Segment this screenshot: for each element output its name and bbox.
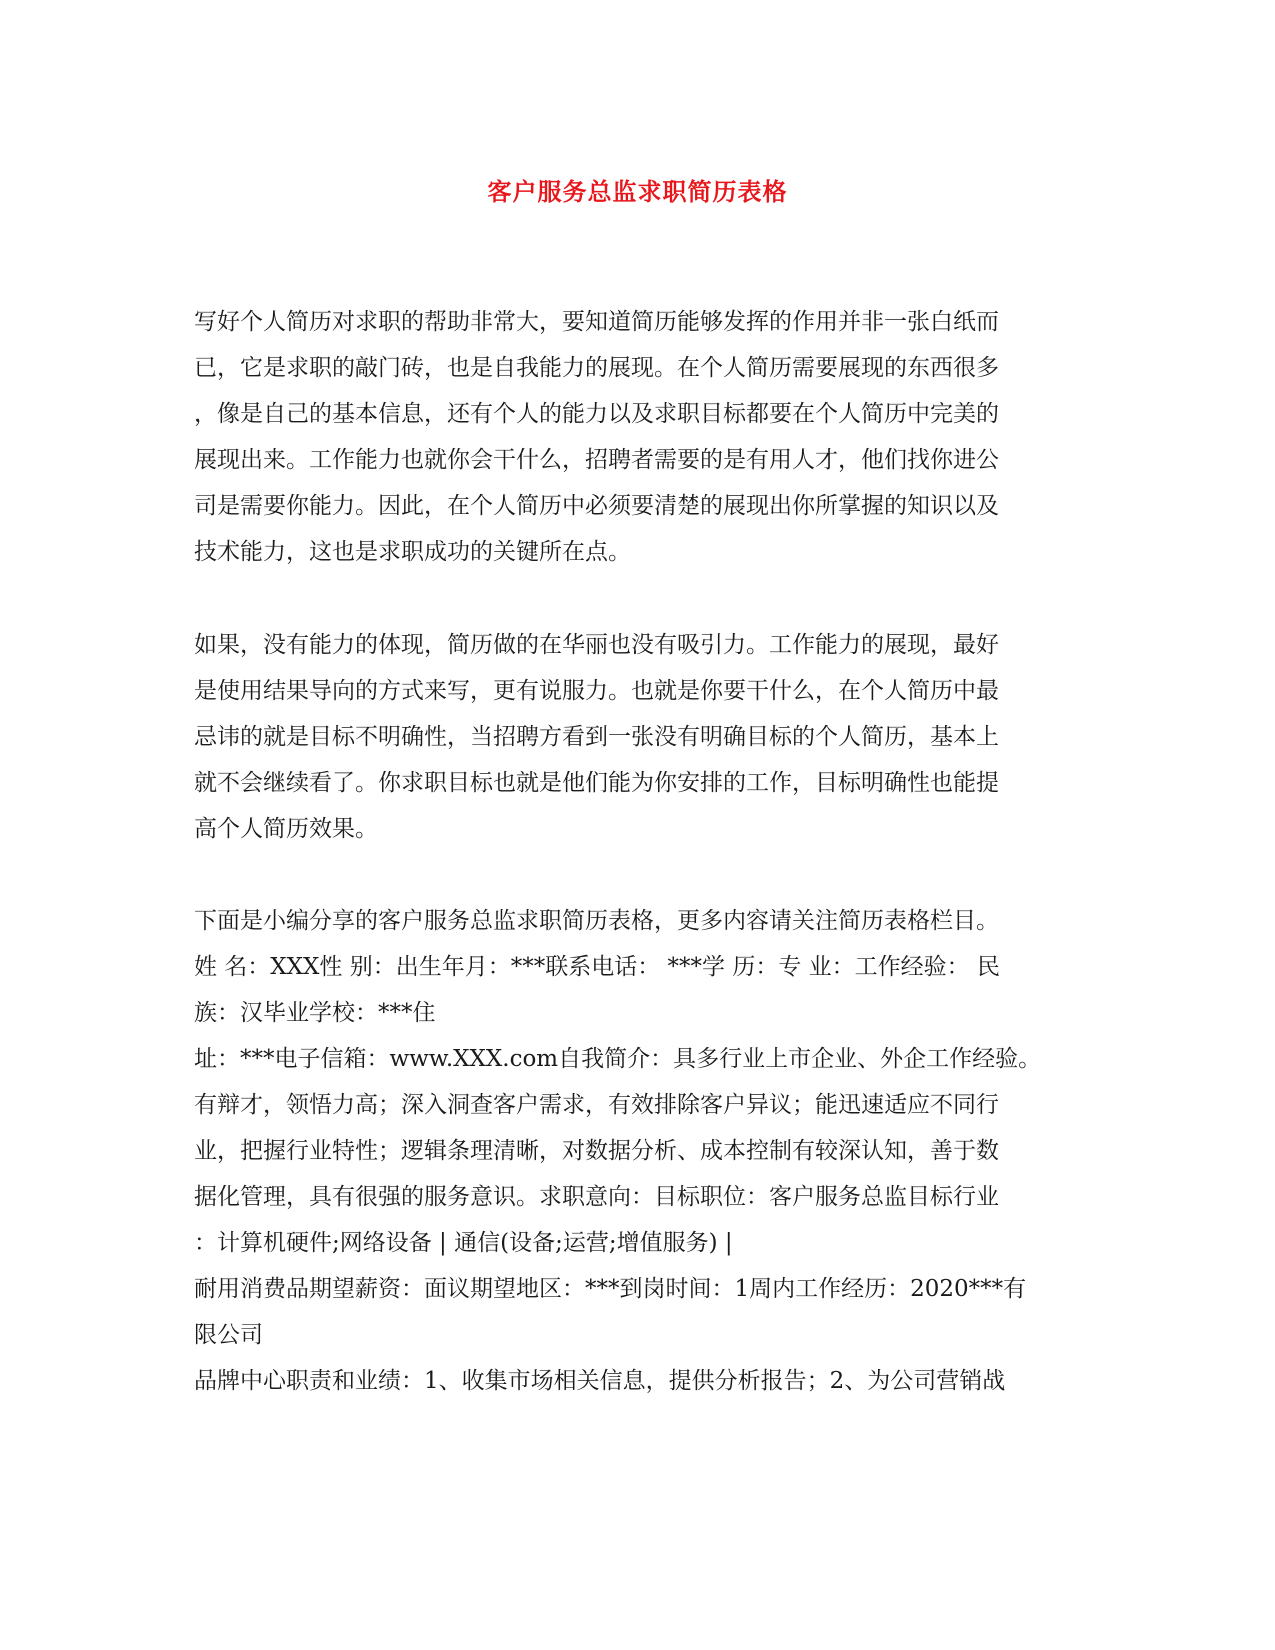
resume-line: 业，把握行业特性；逻辑条理清晰，对数据分析、成本控制有较深认知，善于数 (194, 1138, 999, 1164)
resume-line: 据化管理，具有很强的服务意识。求职意向：目标职位：客户服务总监目标行业 (194, 1184, 999, 1210)
paragraph-line: 是使用结果导向的方式来写，更有说服力。也就是你要干什么，在个人简历中最 (194, 678, 999, 704)
paragraph-line: 已，它是求职的敲门砖，也是自我能力的展现。在个人简历需要展现的东西很多 (194, 355, 999, 381)
paragraph-line: 如果，没有能力的体现，简历做的在华丽也没有吸引力。工作能力的展现，最好 (194, 632, 999, 658)
resume-line: 限公司 (194, 1322, 263, 1348)
paragraph-line: 司是需要你能力。因此，在个人简历中必须要清楚的展现出你所掌握的知识以及 (194, 493, 999, 519)
paragraph-line: 写好个人简历对求职的帮助非常大，要知道简历能够发挥的作用并非一张白纸而 (194, 309, 999, 335)
paragraph-line: 就不会继续看了。你求职目标也就是他们能为你安排的工作，目标明确性也能提 (194, 770, 999, 796)
resume-line: 族：汉毕业学校：***住 (194, 1000, 436, 1026)
resume-line: 品牌中心职责和业绩：1、收集市场相关信息，提供分析报告；2、为公司营销战 (194, 1368, 1006, 1394)
resume-line: 址：***电子信箱：www.XXX.com自我简介：具多行业上市企业、外企工作经验。 (194, 1046, 1042, 1072)
resume-line: 耐用消费品期望薪资：面议期望地区：***到岗时间：1周内工作经历：2020***有 (194, 1276, 1027, 1302)
resume-line: ：计算机硬件;网络设备 | 通信(设备;运营;增值服务) | (194, 1230, 733, 1256)
paragraph-line: 展现出来。工作能力也就你会干什么，招聘者需要的是有用人才，他们找你进公 (194, 447, 999, 473)
paragraph-line: 忌讳的就是目标不明确性，当招聘方看到一张没有明确目标的个人简历，基本上 (194, 724, 999, 750)
document-title: 客户服务总监求职简历表格 (487, 177, 788, 206)
resume-line: 姓 名：XXX性 别：出生年月：***联系电话： ***学 历：专 业：工作经验： 民 (194, 954, 1000, 980)
paragraph-line: ，像是自己的基本信息，还有个人的能力以及求职目标都要在个人简历中完美的 (194, 401, 999, 427)
paragraph-line: 高个人简历效果。 (194, 816, 378, 842)
paragraph-line: 下面是小编分享的客户服务总监求职简历表格，更多内容请关注简历表格栏目。 (194, 908, 999, 934)
paragraph-line: 技术能力，这也是求职成功的关键所在点。 (194, 539, 631, 565)
resume-line: 有辩才，领悟力高；深入洞查客户需求，有效排除客户异议；能迅速适应不同行 (194, 1092, 999, 1118)
